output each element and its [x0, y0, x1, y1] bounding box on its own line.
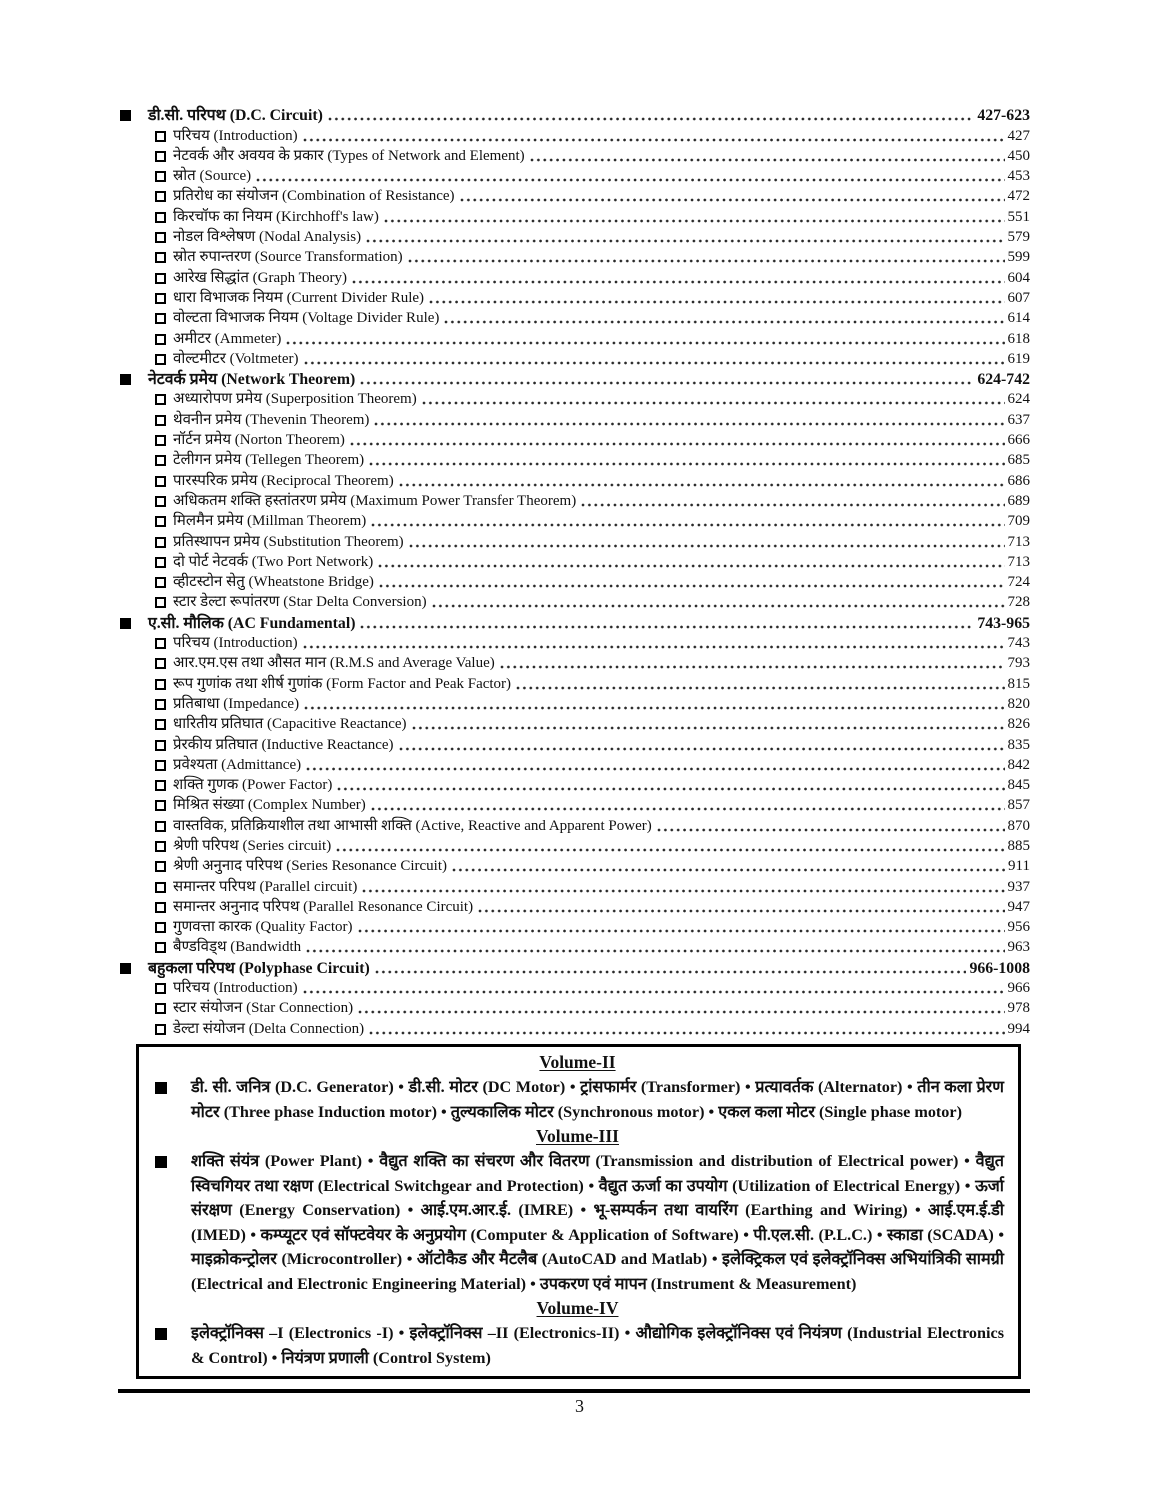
item-page-number: 870 [1007, 817, 1030, 834]
hollow-square-icon [155, 922, 166, 933]
hollow-square-icon [155, 313, 166, 324]
item-title: अध्यारोपण प्रमेय (Superposition Theorem) [173, 391, 417, 408]
hollow-square-icon [155, 638, 166, 649]
hollow-square-icon [155, 780, 166, 791]
toc-item-row [118, 349, 1030, 369]
item-title: परिचय (Introduction) [173, 127, 298, 144]
dot-leader [358, 1008, 1004, 1015]
item-title: समान्तर परिपथ (Parallel circuit) [173, 878, 358, 895]
hollow-square-icon [155, 658, 166, 669]
section-page-range: 427-623 [977, 107, 1030, 125]
item-page-number: 956 [1007, 919, 1030, 936]
hollow-square-icon [155, 1024, 166, 1035]
item-title: गुणवत्ता कारक (Quality Factor) [173, 919, 353, 936]
item-page-number: 551 [1007, 208, 1030, 225]
dot-leader [460, 196, 1005, 203]
item-title: वास्तविक, प्रतिक्रियाशील तथा आभासी शक्ति (Active, Reactive and Apparent Power) [173, 817, 652, 834]
hollow-square-icon [155, 455, 166, 466]
toc-item-row [118, 328, 1030, 348]
item-page-number: 885 [1007, 837, 1030, 854]
item-title: नॉर्टन प्रमेय (Norton Theorem) [173, 432, 345, 449]
toc-item-row [118, 1018, 1030, 1038]
dot-leader [432, 602, 1005, 609]
item-title: व्हीटस्टोन सेतु (Wheatstone Bridge) [173, 574, 374, 591]
hollow-square-icon [155, 191, 166, 202]
item-title: स्रोत (Source) [173, 168, 252, 185]
dot-leader [409, 542, 1005, 549]
item-title: आरेख सिद्धांत (Graph Theory) [173, 269, 347, 286]
item-title: धारा विभाजक नियम (Current Divider Rule) [173, 289, 425, 306]
dot-leader [358, 927, 1005, 934]
item-page-number: 826 [1007, 716, 1030, 733]
dot-leader [306, 765, 1004, 772]
toc-item-row [118, 430, 1030, 450]
dot-leader [303, 988, 1005, 995]
item-title: मिश्रित संख्या (Complex Number) [173, 797, 366, 814]
hollow-square-icon [155, 415, 166, 426]
volume-content: शक्ति संयंत्र (Power Plant) • वैद्युत शक्ति का संचरण और वितरण (Transmission and distribution of Electrical power) • वैद्युत स्विचगियर तथा रक्षण (Electrical Switchgear and Protection) • वैद्युत ऊर्जा का उपयोग (Utilization of Electrical Energy) • ऊर्जा संरक्षण (Energy Conservation) • आई.एम.आर.ई. (IMRE) • भू-सम्पर्कन तथा वायरिंग (Earthing and Wiring) • आई.एम.ई.डी (IMED) • कम्प्यूटर एवं सॉफ्टवेयर के अनुप्रयोग (Computer & Application of Software) • पी.एल.सी. (P.L.C.) • स्काडा (SCADA) • माइक्रोकन्ट्रोलर (Microcontroller) • ऑटोकैड और मैटलैब (AutoCAD and Matlab) • इलेक्ट्रिकल एवं इलेक्ट्रॉनिक्स अभियांत्रिकी सामग्री (Electrical and Electronic Engineering Material) • उपकरण एवं मापन (Instrument & Measurement) [191, 1152, 1004, 1293]
hollow-square-icon [155, 800, 166, 811]
section-page-range: 743-965 [977, 614, 1030, 632]
dot-leader [374, 420, 1004, 427]
hollow-square-icon [155, 131, 166, 142]
item-page-number: 453 [1007, 168, 1030, 185]
item-page-number: 835 [1007, 736, 1030, 753]
page-number: 3 [575, 1396, 584, 1416]
item-page-number: 450 [1007, 147, 1030, 164]
section-title: ए.सी. मौलिक (AC Fundamental) [148, 614, 356, 632]
dot-leader [375, 968, 967, 975]
item-title: शक्ति गुणक (Power Factor) [173, 777, 333, 794]
item-page-number: 713 [1007, 553, 1030, 570]
item-title: प्रवेश्यता (Admittance) [173, 756, 302, 773]
toc-item-row [118, 815, 1030, 835]
dot-leader [478, 907, 1004, 914]
item-page-number: 689 [1007, 492, 1030, 509]
item-title: नेटवर्क और अवयव के प्रकार (Types of Network and Element) [173, 147, 525, 164]
toc-item-row [118, 673, 1030, 693]
hollow-square-icon [155, 496, 166, 507]
toc-item-row [118, 389, 1030, 409]
dot-leader [657, 826, 1005, 833]
toc-item-row [118, 572, 1030, 592]
item-page-number: 427 [1007, 127, 1030, 144]
toc-item-row [118, 186, 1030, 206]
hollow-square-icon [155, 882, 166, 893]
hollow-square-icon [155, 1003, 166, 1014]
dot-leader [362, 887, 1004, 894]
filled-square-icon [155, 1156, 167, 1168]
section-title: नेटवर्क प्रमेय (Network Theorem) [148, 371, 356, 389]
dot-leader [378, 562, 1004, 569]
toc-item-row [118, 917, 1030, 937]
volume-entry [151, 1149, 1004, 1296]
toc-item-row [118, 897, 1030, 917]
toc-item-row [118, 633, 1030, 653]
dot-leader [371, 805, 1005, 812]
volume-heading: Volume-III [536, 1126, 619, 1146]
hollow-square-icon [155, 293, 166, 304]
item-page-number: 963 [1007, 939, 1030, 956]
hollow-square-icon [155, 516, 166, 527]
toc-item-row [118, 552, 1030, 572]
section-page-range: 624-742 [977, 371, 1030, 389]
toc-section-row [118, 105, 1030, 125]
filled-square-icon [120, 963, 131, 974]
dot-leader [369, 1029, 1004, 1036]
dot-leader [366, 237, 1004, 244]
toc-item-row [118, 288, 1030, 308]
item-title: प्रतिबाधा (Impedance) [173, 695, 300, 712]
filled-square-icon [155, 1082, 167, 1094]
item-title: वोल्टता विभाजक नियम (Voltage Divider Rule) [173, 310, 440, 327]
hollow-square-icon [155, 273, 166, 284]
hollow-square-icon [155, 983, 166, 994]
toc-item-row [118, 470, 1030, 490]
item-title: बैण्डविड्थ (Bandwidth [173, 939, 302, 956]
item-page-number: 614 [1007, 310, 1030, 327]
toc-item-row [118, 653, 1030, 673]
toc-item-row [118, 166, 1030, 186]
hollow-square-icon [155, 171, 166, 182]
item-page-number: 619 [1007, 350, 1030, 367]
toc-section-row [118, 957, 1030, 977]
dot-leader [304, 359, 1005, 366]
dot-leader [516, 684, 1004, 691]
hollow-square-icon [155, 821, 166, 832]
dot-leader [286, 339, 1004, 346]
dot-leader [304, 704, 1004, 711]
filled-square-icon [120, 110, 131, 121]
item-page-number: 728 [1007, 594, 1030, 611]
toc-item-row [118, 856, 1030, 876]
dot-leader [328, 115, 974, 122]
toc-item-row [118, 998, 1030, 1018]
volume-content: इलेक्ट्रॉनिक्स –I (Electronics -I) • इलेक्ट्रॉनिक्स –II (Electronics-II) • औद्योगिक इलेक्ट्रॉनिक्स एवं नियंत्रण (Industrial Electronics & Control) • नियंत्रण प्रणाली (Control System) [191, 1324, 1004, 1367]
volume-heading: Volume-IV [536, 1298, 619, 1318]
item-page-number: 618 [1007, 330, 1030, 347]
toc-item-row [118, 267, 1030, 287]
hollow-square-icon [155, 354, 166, 365]
toc-item-row [118, 836, 1030, 856]
toc-section-row [118, 369, 1030, 389]
item-title: थेवनीन प्रमेय (Thevenin Theorem) [173, 411, 370, 428]
item-page-number: 472 [1007, 188, 1030, 205]
item-page-number: 743 [1007, 635, 1030, 652]
item-title: प्रतिरोध का संयोजन (Combination of Resistance) [173, 188, 455, 205]
item-title: मिलमैन प्रमेय (Millman Theorem) [173, 513, 367, 530]
filled-square-icon [120, 618, 131, 629]
hollow-square-icon [155, 394, 166, 405]
volume-heading: Volume-II [539, 1052, 616, 1072]
item-title: श्रेणी परिपथ (Series circuit) [173, 837, 332, 854]
dot-leader [399, 481, 1005, 488]
filled-square-icon [155, 1328, 167, 1340]
toc-item-row [118, 775, 1030, 795]
toc-item-row [118, 694, 1030, 714]
footer-rule [118, 1389, 1030, 1393]
dot-leader [350, 440, 1005, 447]
item-page-number: 857 [1007, 797, 1030, 814]
dot-leader [452, 866, 1005, 873]
hollow-square-icon [155, 942, 166, 953]
dot-leader [360, 623, 974, 630]
filled-square-icon [120, 374, 131, 385]
item-page-number: 666 [1007, 432, 1030, 449]
toc-item-row [118, 531, 1030, 551]
toc-item-row [118, 592, 1030, 612]
item-page-number: 607 [1007, 289, 1030, 306]
item-title: प्रतिस्थापन प्रमेय (Substitution Theorem) [173, 533, 404, 550]
item-title: अधिकतम शक्ति हस्तांतरण प्रमेय (Maximum Power Transfer Theorem) [173, 492, 577, 509]
dot-leader [336, 846, 1004, 853]
hollow-square-icon [155, 719, 166, 730]
toc-item-row [118, 308, 1030, 328]
dot-leader [500, 663, 1005, 670]
item-page-number: 637 [1007, 411, 1030, 428]
item-page-number: 842 [1007, 756, 1030, 773]
toc-item-row [118, 978, 1030, 998]
item-page-number: 686 [1007, 472, 1030, 489]
toc-item-row [118, 409, 1030, 429]
dot-leader [444, 318, 1004, 325]
hollow-square-icon [155, 476, 166, 487]
item-title: टेलीगन प्रमेय (Tellegen Theorem) [173, 452, 365, 469]
toc-item-row [118, 146, 1030, 166]
dot-leader [399, 745, 1005, 752]
item-title: स्टार डेल्टा रूपांतरण (Star Delta Conversion) [173, 594, 427, 611]
item-page-number: 713 [1007, 533, 1030, 550]
item-page-number: 845 [1007, 777, 1030, 794]
toc-item-row [118, 876, 1030, 896]
section-page-range: 966-1008 [969, 959, 1030, 977]
dot-leader [303, 136, 1005, 143]
dot-leader [360, 379, 974, 386]
item-title: डेल्टा संयोजन (Delta Connection) [173, 1020, 365, 1037]
item-title: वोल्टमीटर (Voltmeter) [173, 350, 299, 367]
item-page-number: 709 [1007, 513, 1030, 530]
toc-section-row [118, 612, 1030, 632]
dot-leader [369, 460, 1004, 467]
toc-item-row [118, 450, 1030, 470]
toc-item-row [118, 491, 1030, 511]
item-title: नोडल विश्लेषण (Nodal Analysis) [173, 229, 362, 246]
hollow-square-icon [155, 841, 166, 852]
item-title: धारितीय प्रतिघात (Capacitive Reactance) [173, 716, 407, 733]
toc-item-row [118, 795, 1030, 815]
dot-leader [429, 298, 1004, 305]
section-title: बहुकला परिपथ (Polyphase Circuit) [148, 959, 370, 977]
hollow-square-icon [155, 740, 166, 751]
item-page-number: 947 [1007, 898, 1030, 915]
dot-leader [412, 724, 1005, 731]
hollow-square-icon [155, 861, 166, 872]
hollow-square-icon [155, 252, 166, 263]
item-page-number: 685 [1007, 452, 1030, 469]
dot-leader [352, 278, 1005, 285]
dot-leader [530, 156, 1005, 163]
volume-entry [151, 1075, 1004, 1124]
dot-leader [303, 643, 1005, 650]
hollow-square-icon [155, 699, 166, 710]
item-page-number: 937 [1007, 878, 1030, 895]
hollow-square-icon [155, 435, 166, 446]
volume-content: डी. सी. जनित्र (D.C. Generator) • डी.सी. मोटर (DC Motor) • ट्रांसफार्मर (Transformer) • प्रत्यावर्तक (Alternator) • तीन कला प्रेरण मोटर (Three phase Induction motor) • तुल्यकालिक मोटर (Synchronous motor) • एकल कला मोटर (Single phase motor) [191, 1078, 1004, 1121]
section-title: डी.सी. परिपथ (D.C. Circuit) [148, 107, 323, 125]
item-title: प्रेरकीय प्रतिघात (Inductive Reactance) [173, 736, 394, 753]
item-title: अमीटर (Ammeter) [173, 330, 282, 347]
dot-leader [379, 582, 1005, 589]
item-title: पारस्परिक प्रमेय (Reciprocal Theorem) [173, 472, 394, 489]
dot-leader [581, 501, 1004, 508]
item-page-number: 599 [1007, 249, 1030, 266]
hollow-square-icon [155, 334, 166, 345]
item-title: किरचॉफ का नियम (Kirchhoff's law) [173, 208, 379, 225]
item-title: आर.एम.एस तथा औसत मान (R.M.S and Average Value) [173, 655, 495, 672]
hollow-square-icon [155, 577, 166, 588]
item-page-number: 793 [1007, 655, 1030, 672]
dot-leader [256, 176, 1004, 183]
item-page-number: 911 [1008, 858, 1030, 875]
item-title: परिचय (Introduction) [173, 980, 298, 997]
hollow-square-icon [155, 212, 166, 223]
dot-leader [384, 217, 1005, 224]
toc-list [118, 105, 1030, 1039]
hollow-square-icon [155, 232, 166, 243]
dot-leader [306, 947, 1004, 954]
item-title: स्टार संयोजन (Star Connection) [173, 1000, 354, 1017]
hollow-square-icon [155, 679, 166, 690]
item-page-number: 724 [1007, 574, 1030, 591]
hollow-square-icon [155, 760, 166, 771]
item-title: स्रोत रुपान्तरण (Source Transformation) [173, 249, 403, 266]
item-page-number: 604 [1007, 269, 1030, 286]
item-page-number: 624 [1007, 391, 1030, 408]
item-page-number: 820 [1007, 695, 1030, 712]
toc-item-row [118, 227, 1030, 247]
item-page-number: 579 [1007, 229, 1030, 246]
toc-item-row [118, 937, 1030, 957]
item-page-number: 994 [1007, 1020, 1030, 1037]
toc-item-row [118, 125, 1030, 145]
item-page-number: 978 [1007, 1000, 1030, 1017]
toc-item-row [118, 714, 1030, 734]
item-title: रूप गुणांक तथा शीर्ष गुणांक (Form Factor and Peak Factor) [173, 675, 512, 692]
item-title: श्रेणी अनुनाद परिपथ (Series Resonance Circuit) [173, 858, 447, 875]
dot-leader [337, 785, 1004, 792]
hollow-square-icon [155, 537, 166, 548]
item-page-number: 815 [1007, 675, 1030, 692]
toc-item-row [118, 755, 1030, 775]
hollow-square-icon [155, 597, 166, 608]
item-title: समान्तर अनुनाद परिपथ (Parallel Resonance Circuit) [173, 898, 474, 915]
hollow-square-icon [155, 902, 166, 913]
item-title: दो पोर्ट नेटवर्क (Two Port Network) [173, 553, 374, 570]
toc-item-row [118, 247, 1030, 267]
volumes-box [136, 1044, 1021, 1379]
dot-leader [408, 257, 1005, 264]
item-page-number: 966 [1007, 980, 1030, 997]
volume-entry [151, 1321, 1004, 1370]
toc-item-row [118, 734, 1030, 754]
item-title: परिचय (Introduction) [173, 635, 298, 652]
dot-leader [371, 521, 1004, 528]
hollow-square-icon [155, 151, 166, 162]
toc-item-row [118, 511, 1030, 531]
hollow-square-icon [155, 557, 166, 568]
toc-item-row [118, 206, 1030, 226]
dot-leader [422, 399, 1005, 406]
